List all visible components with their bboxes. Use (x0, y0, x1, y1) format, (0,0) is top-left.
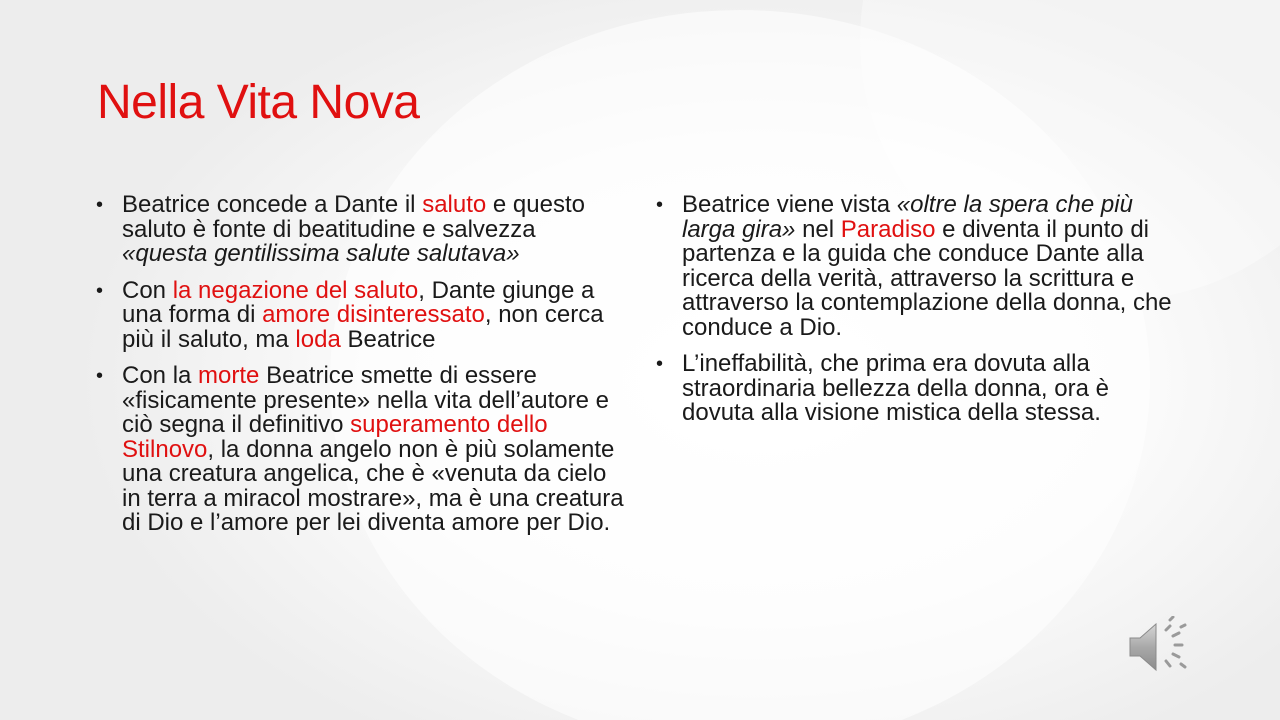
bullet-text: Beatrice viene vista (682, 191, 897, 218)
bullet-text: , non cerca più il saluto, ma (122, 301, 604, 353)
slide-title: Nella Vita Nova (97, 76, 420, 129)
bullet-marker: • (96, 365, 104, 387)
bullet-text: nel (795, 215, 841, 243)
bullet-text: Con (122, 276, 173, 304)
bullet-item (96, 276, 626, 353)
bullet-text: L’ineffabilità, che prima era dovuta alla straordinaria bellezza della donna, ora è dovuta alla visione mistica della stessa. (682, 350, 1109, 426)
bullet-text: Beatrice (340, 325, 436, 353)
bullet-text: , la donna angelo non è più solamente una creatura angelica, che è «venuta da cielo in terra a miracol mostrare», ma è una creatura di Dio e l’amore per lei diventa amore per Dio. (122, 435, 624, 536)
highlighted-text: la negazione del saluto (172, 276, 419, 304)
bullet-marker: • (96, 194, 104, 216)
bullet-text: e questo saluto è fonte di beatitudine e salvezza (122, 191, 585, 243)
highlighted-text: loda (295, 325, 341, 353)
bullet-marker: • (656, 353, 664, 375)
quotation: «questa gentilissima salute salutava» (122, 240, 520, 267)
bullet-text: e diventa il punto di partenza e la guida che conduce Dante alla ricerca della verità, attraverso la scrittura e attraverso la contemplazione della donna, che conduce a Dio. (682, 215, 1172, 341)
quotation: «oltre la spera che più larga gira» (682, 191, 1133, 243)
speaker-icon[interactable] (1126, 616, 1192, 678)
bullet-marker: • (656, 194, 664, 216)
right-bullet-list (656, 193, 1186, 438)
highlighted-text: Paradiso (840, 215, 936, 243)
highlighted-text: amore disinteressato (262, 301, 485, 328)
bullet-item (656, 352, 1186, 426)
left-bullet-list (96, 193, 626, 548)
bullet-text: , Dante giunge a una forma di (122, 276, 595, 328)
highlighted-text: superamento dello Stilnovo (122, 411, 548, 463)
bullet-item (96, 364, 626, 536)
bullet-item (96, 193, 626, 267)
highlighted-text: morte (198, 362, 260, 389)
highlighted-text: saluto (422, 191, 487, 218)
bullet-marker: • (96, 279, 104, 302)
bullet-text: Beatrice concede a Dante il (122, 191, 423, 218)
bullet-text: Con la (122, 362, 199, 389)
bullet-item (656, 193, 1186, 340)
bullet-text: Beatrice smette di essere «fisicamente presente» nella vita dell’autore e ciò segna il definitivo (122, 362, 609, 438)
